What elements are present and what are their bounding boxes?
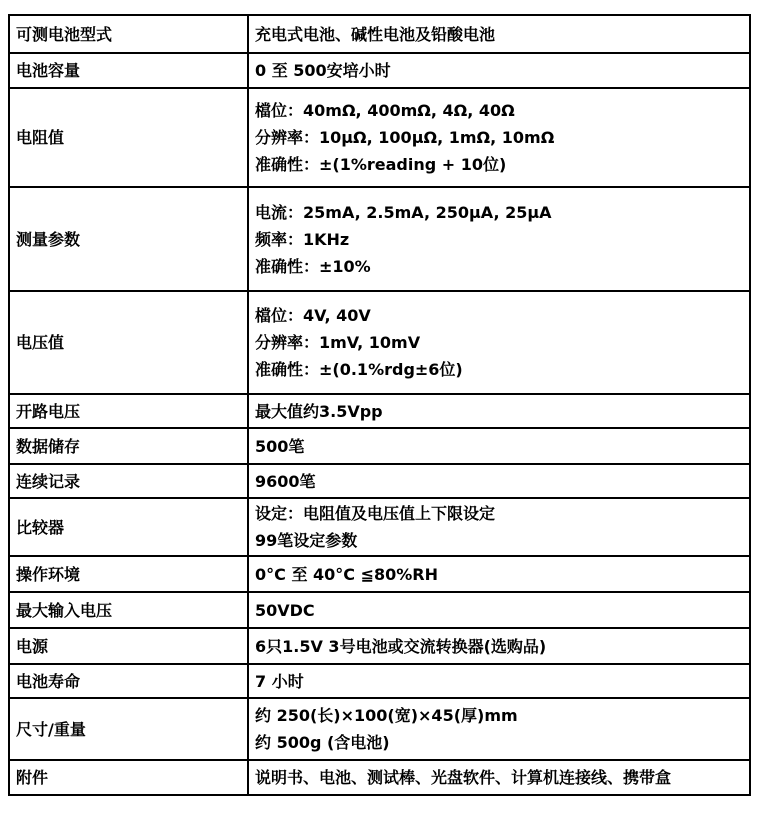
spec-value — [248, 88, 750, 187]
spec-value — [248, 53, 750, 88]
spec-value-line: 7 小时 — [255, 671, 304, 691]
spec-value — [248, 592, 750, 628]
spec-value-line: 最大值约3.5Vpp — [255, 401, 383, 421]
spec-value-line: 分辨率：10μΩ, 100μΩ, 1mΩ, 10mΩ — [255, 128, 555, 147]
spec-value-line: 0°C 至 40°C ≦80%RH — [255, 564, 439, 584]
spec-label: 测量参数 — [9, 187, 248, 291]
spec-value — [248, 556, 750, 592]
spec-label: 可测电池型式 — [9, 15, 248, 53]
spec-value — [248, 628, 750, 664]
spec-value-line: 500笔 — [255, 436, 305, 456]
spec-value-line: 电流：25mA, 2.5mA, 250μA, 25μA — [255, 202, 552, 222]
spec-value-line: 6只1.5V 3号电池或交流转换器(选购品) — [255, 636, 547, 656]
spec-value-line: 约 500g (含电池) — [255, 733, 390, 752]
spec-value — [248, 664, 750, 698]
spec-label: 电源 — [9, 628, 248, 664]
spec-row — [9, 760, 750, 795]
spec-value — [248, 187, 750, 291]
spec-value — [248, 698, 750, 760]
spec-label: 操作环境 — [9, 556, 248, 592]
spec-value-line: 0 至 500安培小时 — [255, 61, 391, 80]
spec-value-line: 设定：电阻值及电压值上下限设定 — [255, 504, 496, 523]
spec-value-line: 99笔设定参数 — [255, 531, 358, 550]
spec-value-line: 充电式电池、碱性电池及铅酸电池 — [255, 24, 496, 44]
spec-value — [248, 428, 750, 464]
spec-value-line: 频率：1KHz — [255, 229, 350, 249]
spec-row — [9, 628, 750, 664]
spec-table-body — [9, 15, 750, 795]
spec-value — [248, 760, 750, 795]
spec-label: 最大输入电压 — [9, 592, 248, 628]
spec-label: 电压值 — [9, 291, 248, 394]
spec-row — [9, 556, 750, 592]
spec-row — [9, 664, 750, 698]
spec-label: 比较器 — [9, 498, 248, 556]
spec-value-line: 檔位：4V, 40V — [255, 306, 371, 325]
spec-label: 开路电压 — [9, 394, 248, 428]
spec-value — [248, 291, 750, 394]
spec-value-line: 9600笔 — [255, 471, 316, 491]
spec-table — [8, 14, 751, 796]
spec-row — [9, 698, 750, 760]
spec-label: 附件 — [9, 760, 248, 795]
spec-value — [248, 498, 750, 556]
spec-value-line: 檔位：40mΩ, 400mΩ, 4Ω, 40Ω — [255, 101, 515, 120]
spec-value — [248, 464, 750, 498]
spec-value-line: 准确性：±10% — [255, 256, 371, 276]
spec-row — [9, 291, 750, 394]
spec-value-line: 准确性：±(1%reading + 10位) — [255, 155, 507, 174]
spec-value-line: 50VDC — [255, 600, 315, 620]
spec-row — [9, 88, 750, 187]
spec-value-line: 准确性：±(0.1%rdg±6位) — [255, 360, 463, 379]
spec-label: 电池寿命 — [9, 664, 248, 698]
spec-row — [9, 498, 750, 556]
spec-label: 数据储存 — [9, 428, 248, 464]
spec-value-line: 约 250(长)×100(宽)×45(厚)mm — [255, 706, 518, 725]
spec-row — [9, 464, 750, 498]
spec-row — [9, 394, 750, 428]
spec-row — [9, 428, 750, 464]
spec-value-line: 分辨率：1mV, 10mV — [255, 333, 421, 352]
spec-value-line: 说明书、电池、测试棒、光盘软件、计算机连接线、携带盒 — [255, 768, 672, 787]
spec-row — [9, 15, 750, 53]
spec-row — [9, 53, 750, 88]
spec-value — [248, 394, 750, 428]
spec-label: 连续记录 — [9, 464, 248, 498]
spec-label: 电阻值 — [9, 88, 248, 187]
spec-row — [9, 187, 750, 291]
spec-row — [9, 592, 750, 628]
spec-label: 尺寸/重量 — [9, 698, 248, 760]
spec-value — [248, 15, 750, 53]
spec-label: 电池容量 — [9, 53, 248, 88]
